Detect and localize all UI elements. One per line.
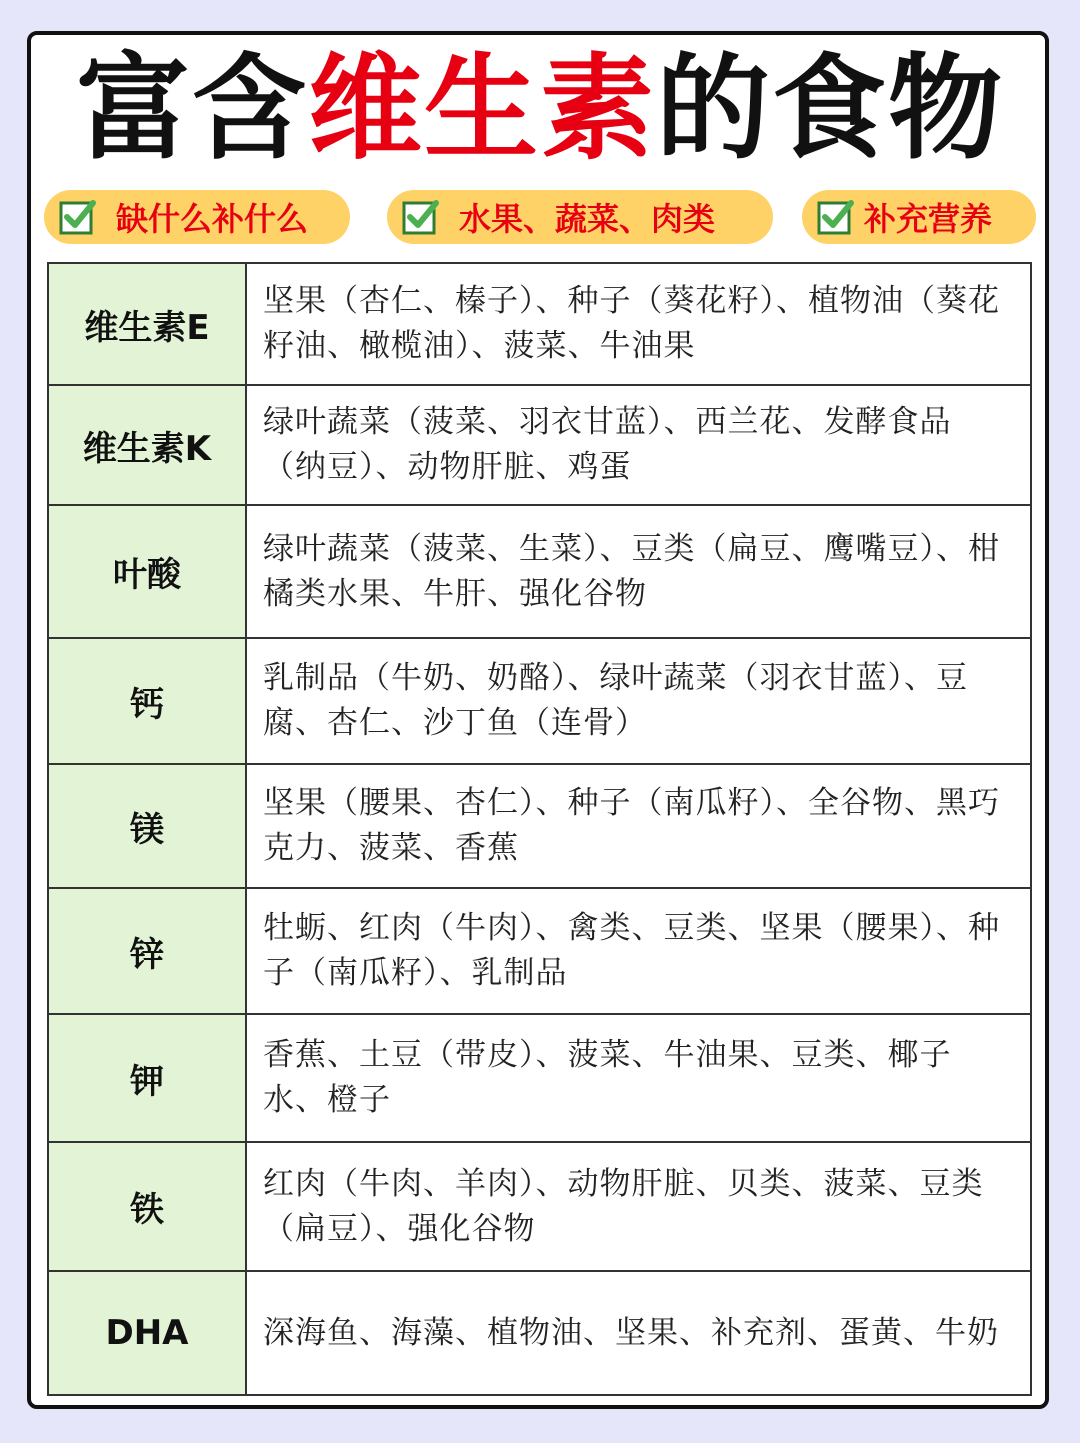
food-list: 绿叶蔬菜（菠菜、羽衣甘蓝）、西兰花、发酵食品（纳豆）、动物肝脏、鸡蛋 (263, 404, 952, 485)
nutrient-name: 维生素K (49, 386, 247, 504)
nutrient-name: 钾 (49, 1015, 247, 1141)
tag-pill-2 (387, 190, 773, 244)
food-list: 红肉（牛肉、羊肉）、动物肝脏、贝类、菠菜、豆类（扁豆）、强化谷物 (263, 1165, 984, 1247)
food-list: 乳制品（牛奶、奶酪）、绿叶蔬菜（羽衣甘蓝）、豆腐、杏仁、沙丁鱼（连骨） (263, 660, 968, 741)
nutrient-name: 铁 (49, 1143, 247, 1270)
table-row (49, 889, 1030, 1015)
table-row (49, 386, 1030, 506)
title-part-1: 富含 (75, 42, 308, 175)
nutrient-name: 锌 (49, 889, 247, 1013)
table-row (49, 1015, 1030, 1143)
nutrient-table (47, 262, 1032, 1396)
checkbox-check-icon (816, 198, 854, 236)
table-row (49, 639, 1030, 765)
food-list: 绿叶蔬菜（菠菜、生菜）、豆类（扁豆、鹰嘴豆）、柑橘类水果、牛肝、强化谷物 (263, 530, 1000, 612)
nutrient-name: 叶酸 (49, 506, 247, 637)
nutrient-name: DHA (49, 1272, 247, 1394)
checkbox-check-icon (401, 198, 439, 236)
page-title (0, 44, 1080, 174)
table-row (49, 506, 1030, 639)
nutrient-name: 钙 (49, 639, 247, 763)
nutrient-name: 镁 (49, 765, 247, 887)
food-list: 深海鱼、海藻、植物油、坚果、补充剂、蛋黄、牛奶 (263, 1314, 999, 1351)
title-part-3: 的食物 (656, 42, 1005, 175)
food-list: 牡蛎、红肉（牛肉）、禽类、豆类、坚果（腰果）、种子（南瓜籽）、乳制品 (263, 910, 1000, 991)
tag-label: 补充营养 (864, 200, 993, 238)
food-list: 香蕉、土豆（带皮）、菠菜、牛油果、豆类、椰子水、橙子 (263, 1037, 952, 1118)
tag-label: 缺什么补什么 (116, 200, 309, 238)
food-list: 坚果（杏仁、榛子）、种子（葵花籽）、植物油（葵花籽油、橄榄油）、菠菜、牛油果 (263, 283, 1000, 364)
tag-label: 水果、蔬菜、肉类 (459, 200, 716, 238)
tag-pill-3 (802, 190, 1036, 244)
nutrient-name: 维生素E (49, 264, 247, 384)
food-list: 坚果（腰果、杏仁）、种子（南瓜籽）、全谷物、黑巧克力、菠菜、香蕉 (263, 785, 1000, 866)
table-row (49, 1272, 1030, 1394)
table-row (49, 264, 1030, 386)
title-part-2: 维生素 (307, 42, 656, 175)
checkbox-check-icon (58, 198, 96, 236)
table-row (49, 1143, 1030, 1272)
table-row (49, 765, 1030, 889)
tag-pill-1 (44, 190, 350, 244)
